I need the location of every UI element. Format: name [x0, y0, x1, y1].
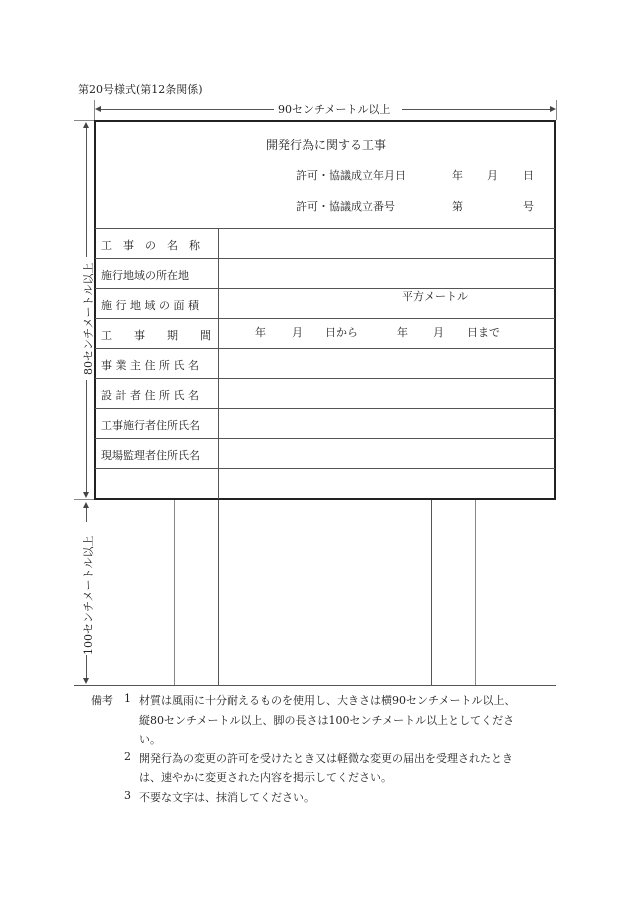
- row-divider: [95, 348, 555, 349]
- row-label: 事 業 主 住 所 氏 名: [101, 359, 199, 372]
- row-label: 現場監理者住所氏名: [101, 449, 200, 462]
- height-dim-tick-bottom: [74, 499, 94, 500]
- note-text: い。: [139, 733, 161, 746]
- row-divider: [95, 258, 555, 259]
- arrow-up-icon: [83, 502, 89, 508]
- permit-no-prefix: 第: [452, 200, 463, 213]
- period-start-month: 月: [292, 326, 303, 339]
- width-dim-label: 90センチメートル以上: [278, 103, 391, 116]
- row-divider: [95, 408, 555, 409]
- permit-date-year: 年: [452, 169, 463, 182]
- row-divider: [95, 438, 555, 439]
- width-dim-line-left: [100, 109, 274, 110]
- note-text: 縦80センチメートル以上、脚の長さは100センチメートル以上としてくださ: [139, 714, 515, 727]
- note-text: 不要な文字は、抹消してください。: [139, 791, 315, 804]
- arrow-right-icon: [550, 106, 556, 112]
- column-divider: [218, 229, 219, 499]
- note-text: 開発行為の変更の許可を受けたとき又は軽微な変更の届出を受理されたとき: [139, 752, 513, 765]
- leg-line: [431, 500, 432, 685]
- row-label: 工事施行者住所氏名: [101, 419, 200, 432]
- row-label: 設 計 者 住 所 氏 名: [101, 389, 199, 402]
- height-dim-tick-top: [74, 120, 94, 121]
- row-divider: [95, 378, 555, 379]
- height-dim-line-bottom: [86, 380, 87, 493]
- leg-dim-line-bottom: [86, 655, 87, 679]
- row-label: 工 事 期 間: [101, 329, 211, 342]
- period-start-year: 年: [255, 326, 266, 339]
- note-number: 2: [124, 750, 131, 763]
- row-label: 工 事 の 名 称: [101, 239, 200, 252]
- leg-dim-label: 100センチメートル以上: [82, 535, 95, 655]
- arrow-up-icon: [83, 122, 89, 128]
- permit-no-suffix: 号: [523, 200, 534, 213]
- notes-heading: 備考: [91, 694, 113, 707]
- permit-no-label: 許可・協議成立番号: [296, 200, 395, 213]
- permit-date-label: 許可・協議成立年月日: [296, 169, 406, 182]
- period-start-day: 日から: [325, 326, 358, 339]
- note-text: 材質は風雨に十分耐えるものを使用し、大きさは横90センチメートル以上、: [139, 694, 516, 707]
- row-label: 施行地域の所在地: [101, 269, 189, 282]
- row-label: 施 行 地 域 の 面 積: [101, 299, 199, 312]
- arrow-left-icon: [95, 106, 101, 112]
- permit-date-day: 日: [523, 169, 534, 182]
- row-divider: [95, 468, 555, 469]
- leg-dim-line-top: [86, 507, 87, 522]
- leg-line: [475, 500, 476, 685]
- permit-date-month: 月: [487, 169, 498, 182]
- arrow-down-icon: [83, 678, 89, 684]
- arrow-down-icon: [83, 492, 89, 498]
- note-number: 1: [124, 692, 131, 705]
- height-dim-label: 80センチメートル以上: [82, 262, 95, 375]
- board-heading: 開発行為に関する工事: [266, 138, 387, 152]
- width-dim-line-right: [402, 109, 550, 110]
- period-end-day: 日まで: [467, 326, 500, 339]
- width-dim-tick-right: [556, 100, 557, 120]
- ground-line: [74, 685, 556, 686]
- note-number: 3: [124, 789, 131, 802]
- height-dim-line-top: [86, 127, 87, 257]
- leg-line: [174, 500, 175, 685]
- period-end-year: 年: [397, 326, 408, 339]
- row-divider: [95, 228, 555, 229]
- row-divider: [95, 318, 555, 319]
- area-unit: 平方メートル: [402, 290, 468, 303]
- row-divider: [95, 288, 555, 289]
- form-title: 第20号様式(第12条関係): [78, 83, 203, 96]
- leg-line: [218, 500, 219, 685]
- period-end-month: 月: [433, 326, 444, 339]
- note-text: は、速やかに変更された内容を掲示してください。: [139, 771, 392, 784]
